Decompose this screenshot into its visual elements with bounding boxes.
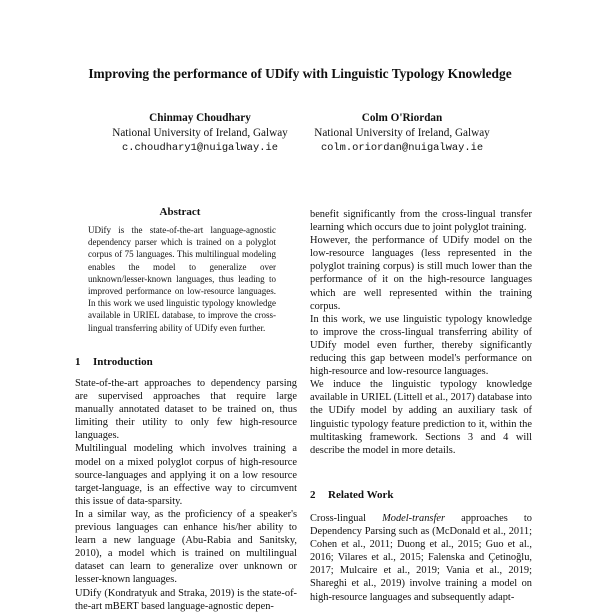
section-title: Related Work [328, 489, 394, 501]
right-column-body [310, 208, 532, 457]
author-block-2 [297, 111, 507, 156]
left-column-body [75, 377, 297, 613]
paragraph: However, the performance of UDify model on the low-resource languages (less represented in the polyglot training corpus) is still much lower than the performance of it on the high-resource languages which are well represented within the training corpus. [310, 235, 532, 312]
section-title: Introduction [93, 356, 153, 368]
paragraph: We induce the linguistic typology knowledge available in URIEL (Littell et al., 2017) database into the UDify model by adding an auxiliary task of linguistic typology feature prediction to it, within the multitasking framework. Sections 3 and 4 will describe the model in more details. [310, 379, 532, 456]
paragraph: Multilingual modeling which involves training a model on a mixed polyglot corpus of high-resource source-languages and applying it on a low resource target-language, is an effective way to circumvent this issue of data-sparsity. [75, 443, 297, 507]
text-run: approaches to Dependency Parsing such as (McDonald et al., 2011; Cohen et al., 2011; Duong et al., 2015; Guo et al., 2016; Vilares et al., 2015; Falenska and Çetinoğlu, 2017; Mulcaire et al., 2019; Vania et al., 2019; Shareghi et al., 2019) involve training a model on high-resource languages and subsequently adapt- [310, 513, 533, 603]
section-number: 1 [75, 356, 81, 368]
section-heading-related-work [310, 489, 394, 501]
paragraph: State-of-the-art approaches to dependency parsing are supervised approaches that require large manually annotated dataset to be trained on, thus limiting their utility to only few high-resource languages. [75, 378, 297, 442]
author-email: colm.oriordan@nuigalway.ie [320, 142, 484, 154]
abstract-heading: Abstract [159, 206, 201, 218]
paragraph: In a similar way, as the proficiency of a speaker's previous languages can enhance his/her ability to learn a new language (Abu-Rabia and Sanitsky, 2010), a model which is trained on multilingual dataset can learn to generalize over unknown or lesser-known languages. [75, 508, 297, 586]
author-name: Colm O'Riordan [361, 112, 443, 124]
italic-term: Model-transfer [382, 513, 446, 524]
author-block-1 [95, 111, 305, 156]
paragraph: In this work, we use linguistic typology knowledge to improve the cross-lingual transferring ability of UDify model even further, thereby significantly reducing this gap between model's performance on high-resource and low-resource languages. [310, 313, 532, 378]
paragraph [310, 512, 532, 604]
author-affiliation: National University of Ireland, Galway [112, 127, 288, 139]
related-work-body [310, 512, 532, 604]
text-run: Cross-lingual [310, 513, 383, 524]
paragraph: UDify (Kondratyuk and Straka, 2019) is the state-of-the-art mBERT based language-agnostic depen- [75, 587, 297, 612]
paper-title: Improving the performance of UDify with Linguistic Typology Knowledge [88, 66, 512, 81]
section-number: 2 [310, 489, 316, 501]
section-heading-introduction [75, 356, 153, 368]
paragraph: benefit significantly from the cross-lingual transfer learning which occurs due to joint polyglot training. [310, 209, 532, 234]
author-name: Chinmay Choudhary [149, 112, 251, 124]
author-email: c.choudhary1@nuigalway.ie [122, 142, 278, 154]
abstract-text: UDify is the state-of-the-art language-agnostic dependency parser which is trained on a polyglot corpus of 75 languages. This multilingual modeling enables the model to generalize over unknown/lesser-known languages, thus leading to improved performance on low-resource languages. In this work we used linguistic typology knowledge available in URIEL database, to improve the cross-lingual transferring ability of UDify even further. [88, 225, 276, 333]
author-affiliation: National University of Ireland, Galway [314, 127, 490, 139]
